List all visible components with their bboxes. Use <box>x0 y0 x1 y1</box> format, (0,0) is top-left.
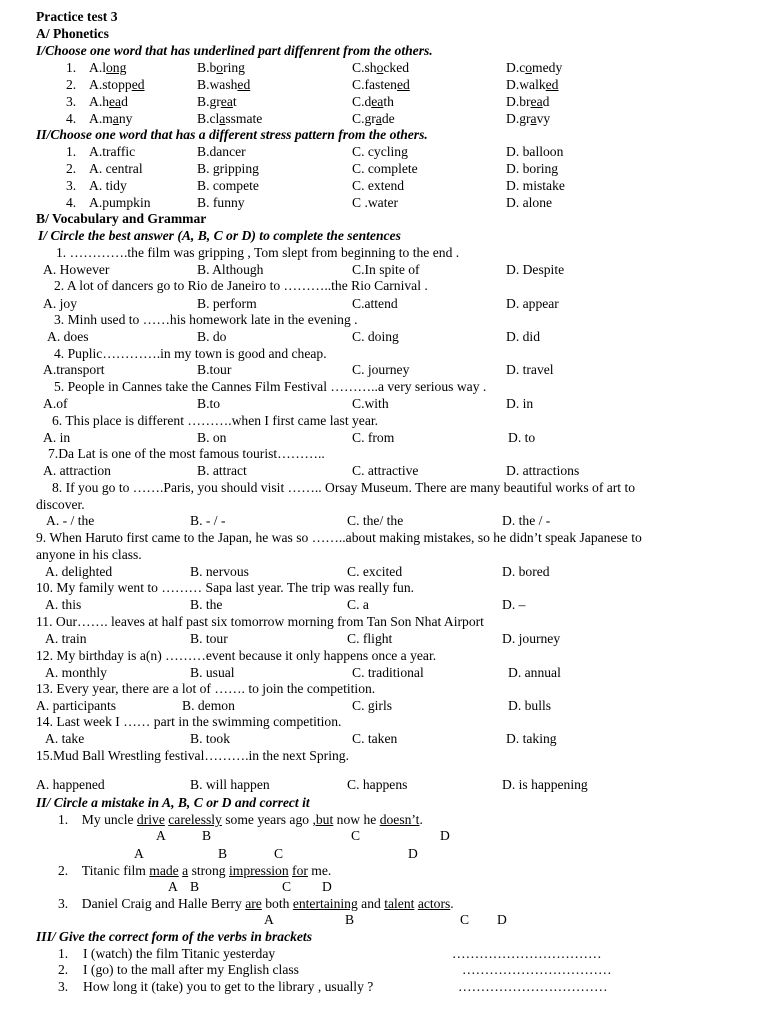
answer-b[interactable]: B. tour <box>190 631 228 646</box>
option-c[interactable]: C. extend <box>352 178 405 193</box>
option-b[interactable]: B.classmate <box>197 111 263 126</box>
option-c[interactable]: C.shocked <box>352 60 410 75</box>
question-stem: 4. Puplic………….in my town is good and cheap. <box>54 346 327 361</box>
answer-d[interactable]: D. the / - <box>502 513 551 528</box>
option-b[interactable]: B.great <box>197 94 237 109</box>
answer-b[interactable]: B. will happen <box>190 777 270 792</box>
question-stem: 7.Da Lat is one of the most famous tourist……….. <box>48 446 325 461</box>
verb-prompt: I (go) to the mall after my English class <box>83 962 299 977</box>
label-d[interactable]: D <box>440 828 450 843</box>
question-stem-continued: discover. <box>36 497 85 512</box>
answer-b[interactable]: B. Although <box>197 262 264 277</box>
answer-b[interactable]: B.to <box>197 396 221 411</box>
section-a-heading: A/ Phonetics <box>36 26 109 41</box>
label-b[interactable]: B <box>190 879 200 894</box>
option-a[interactable]: A.pumpkin <box>89 195 151 210</box>
answer-c[interactable]: C.In spite of <box>352 262 420 277</box>
answer-b[interactable]: B. took <box>190 731 231 746</box>
mistake-sentence-1: 1. My uncle drive carelessly some years ago ,but now he doesn’t. <box>58 812 423 827</box>
answer-c[interactable]: C.with <box>352 396 389 411</box>
question-stem: 9. When Haruto first came to the Japan, he was so ……..about making mistakes, so he didn’t speak Japanese to <box>36 530 642 545</box>
answer-a[interactable]: A. - / the <box>46 513 95 528</box>
option-c[interactable]: C.grade <box>352 111 395 126</box>
answer-c[interactable]: C. attractive <box>352 463 419 478</box>
answer-c[interactable]: C. the/ the <box>347 513 404 528</box>
answer-d[interactable]: D. appear <box>506 296 559 311</box>
option-d[interactable]: D. boring <box>506 161 559 176</box>
question-stem: 15.Mud Ball Wrestling festival……….in the next Spring. <box>36 748 349 763</box>
option-a[interactable]: A.traffic <box>89 144 136 159</box>
option-b[interactable]: B. gripping <box>197 161 259 176</box>
label-a-2[interactable]: A <box>134 846 144 861</box>
answer-b[interactable]: B. on <box>197 430 227 445</box>
answer-c[interactable]: C. excited <box>347 564 403 579</box>
answer-c[interactable]: C. happens <box>347 777 408 792</box>
option-b[interactable]: B. compete <box>197 178 259 193</box>
label-d[interactable]: D <box>322 879 332 894</box>
verb-prompt: How long it (take) you to get to the library , usually ? <box>83 979 374 994</box>
answer-a[interactable]: A. in <box>43 430 71 445</box>
option-d[interactable]: D. balloon <box>506 144 564 159</box>
answer-a[interactable]: A. participants <box>36 698 117 713</box>
question-stem-continued: anyone in his class. <box>36 547 142 562</box>
question-stem: 8. If you go to …….Paris, you should visit …….. Orsay Museum. There are many beautiful works of art to <box>52 480 636 495</box>
option-a[interactable]: A. central <box>89 161 143 176</box>
question-stem: 12. My birthday is a(n) ………event because it only happens once a year. <box>36 648 437 663</box>
option-d[interactable]: D.gravy <box>506 111 551 126</box>
label-a[interactable]: A <box>156 828 166 843</box>
option-c[interactable]: C.fastened <box>352 77 410 92</box>
option-b[interactable]: B. funny <box>197 195 245 210</box>
option-c[interactable]: C. complete <box>352 161 418 176</box>
answer-d[interactable]: D. is happening <box>502 777 588 792</box>
verb-form-instruction: III/ Give the correct form of the verbs in brackets <box>36 929 312 944</box>
answer-a[interactable]: A. joy <box>43 296 77 311</box>
question-stem: 10. My family went to ……… Sapa last year. The trip was really fun. <box>36 580 415 595</box>
answer-b[interactable]: B. nervous <box>190 564 249 579</box>
question-stem: 3. Minh used to ……his homework late in the evening . <box>54 312 358 327</box>
answer-d[interactable]: D. taking <box>506 731 557 746</box>
option-d[interactable]: D.comedy <box>506 60 563 75</box>
answer-c[interactable]: C. flight <box>347 631 393 646</box>
label-b[interactable]: B <box>345 912 355 927</box>
answer-b[interactable]: B. - / - <box>190 513 226 528</box>
question-stem: 2. A lot of dancers go to Rio de Janeiro to ………..the Rio Carnival . <box>54 278 428 293</box>
answer-a[interactable]: A.of <box>43 396 68 411</box>
verb-prompt: I (watch) the film Titanic yesterday <box>83 946 276 961</box>
answer-a[interactable]: A. delighted <box>45 564 113 579</box>
answer-d[interactable]: D. did <box>506 329 540 344</box>
answer-b[interactable]: B. usual <box>190 665 235 680</box>
option-d[interactable]: D. mistake <box>506 178 565 193</box>
section-b-heading: B/ Vocabulary and Grammar <box>36 211 207 226</box>
answer-a[interactable]: A. train <box>45 631 87 646</box>
answer-d[interactable]: D. attractions <box>506 463 580 478</box>
question-stem: 11. Our……. leaves at half past six tomorrow morning from Tan Son Nhat Airport <box>36 614 484 629</box>
mistake-sentence-2: 2. Titanic film made a strong impression for me. <box>58 863 332 878</box>
label-b-2[interactable]: B <box>218 846 228 861</box>
answer-a[interactable]: A. take <box>45 731 85 746</box>
answer-c[interactable]: C. traditional <box>352 665 424 680</box>
answer-b[interactable]: B. the <box>190 597 223 612</box>
option-a[interactable]: A.head <box>89 94 128 109</box>
option-d[interactable]: D. alone <box>506 195 553 210</box>
answer-a[interactable]: A. happened <box>36 777 105 792</box>
question-stem: 6. This place is different ……….when I first came last year. <box>52 413 379 428</box>
answer-d[interactable]: D. annual <box>508 665 561 680</box>
page-title: Practice test 3 <box>36 9 118 24</box>
answer-c[interactable]: C. girls <box>352 698 393 713</box>
question-stem: 14. Last week I …… part in the swimming competition. <box>36 714 342 729</box>
label-a[interactable]: A <box>168 879 178 894</box>
mcq-instruction: I/ Circle the best answer (A, B, C or D) to complete the sentences <box>38 228 401 243</box>
answer-a[interactable]: A.transport <box>43 362 105 377</box>
option-a[interactable]: A. tidy <box>89 178 127 193</box>
label-b[interactable]: B <box>202 828 212 843</box>
answer-a[interactable]: A. this <box>45 597 82 612</box>
option-c[interactable]: C .water <box>352 195 399 210</box>
option-b[interactable]: B.dancer <box>197 144 246 159</box>
answer-d[interactable]: D. travel <box>506 362 554 377</box>
answer-c[interactable]: C. a <box>347 597 369 612</box>
answer-b[interactable]: B. do <box>197 329 227 344</box>
stress-instruction: II/Choose one word that has a different stress pattern from the others. <box>36 127 428 142</box>
answer-b[interactable]: B. attract <box>197 463 247 478</box>
answer-blank[interactable]: …………………………… <box>452 946 602 961</box>
answer-b[interactable]: B. perform <box>197 296 257 311</box>
option-a[interactable]: A.many <box>89 111 133 126</box>
option-c[interactable]: C.death <box>352 94 394 109</box>
answer-c[interactable]: C. taken <box>352 731 398 746</box>
question-stem: 1. ………….the film was gripping , Tom slept from beginning to the end . <box>56 245 460 260</box>
mistake-instruction: II/ Circle a mistake in A, B, C or D and correct it <box>36 795 310 810</box>
label-d[interactable]: D <box>497 912 507 927</box>
option-b[interactable]: B.boring <box>197 60 245 75</box>
answer-b[interactable]: B. demon <box>182 698 235 713</box>
question-stem: 13. Every year, there are a lot of ……. to join the competition. <box>36 681 376 696</box>
answer-d[interactable]: D. – <box>502 597 526 612</box>
answer-c[interactable]: C. doing <box>352 329 399 344</box>
answer-a[interactable]: A. monthly <box>45 665 107 680</box>
label-a[interactable]: A <box>264 912 274 927</box>
answer-d[interactable]: D. Despite <box>506 262 565 277</box>
label-c[interactable]: C <box>460 912 470 927</box>
option-a[interactable]: A.long <box>89 60 127 75</box>
option-d[interactable]: D.bread <box>506 94 550 109</box>
label-c[interactable]: C <box>282 879 292 894</box>
question-stem: 5. People in Cannes take the Cannes Film Festival ………..a very serious way . <box>54 379 487 394</box>
label-c-2[interactable]: C <box>274 846 284 861</box>
answer-c[interactable]: C. journey <box>352 362 410 377</box>
answer-a[interactable]: A. does <box>47 329 89 344</box>
option-d[interactable]: D.walked <box>506 77 559 92</box>
answer-a[interactable]: A. attraction <box>43 463 111 478</box>
answer-a[interactable]: A. However <box>43 262 110 277</box>
answer-c[interactable]: C. from <box>352 430 395 445</box>
answer-d[interactable]: D. to <box>508 430 536 445</box>
answer-d[interactable]: D. bored <box>502 564 550 579</box>
option-a[interactable]: A.stopped <box>89 77 145 92</box>
answer-d[interactable]: D. journey <box>502 631 561 646</box>
label-d-2[interactable]: D <box>408 846 418 861</box>
answer-blank[interactable]: …………………………… <box>458 979 608 994</box>
option-c[interactable]: C. cycling <box>352 144 408 159</box>
answer-b[interactable]: B.tour <box>197 362 232 377</box>
answer-blank[interactable]: …………………………… <box>462 962 612 977</box>
answer-d[interactable]: D. in <box>506 396 534 411</box>
phonetics-instruction-1: I/Choose one word that has underlined part diffenrent from the others. <box>36 43 433 58</box>
answer-c[interactable]: C.attend <box>352 296 398 311</box>
mistake-sentence-3: 3. Daniel Craig and Halle Berry are both entertaining and talent actors. <box>58 896 454 911</box>
option-b[interactable]: B.washed <box>197 77 251 92</box>
label-c[interactable]: C <box>351 828 361 843</box>
answer-d[interactable]: D. bulls <box>508 698 552 713</box>
